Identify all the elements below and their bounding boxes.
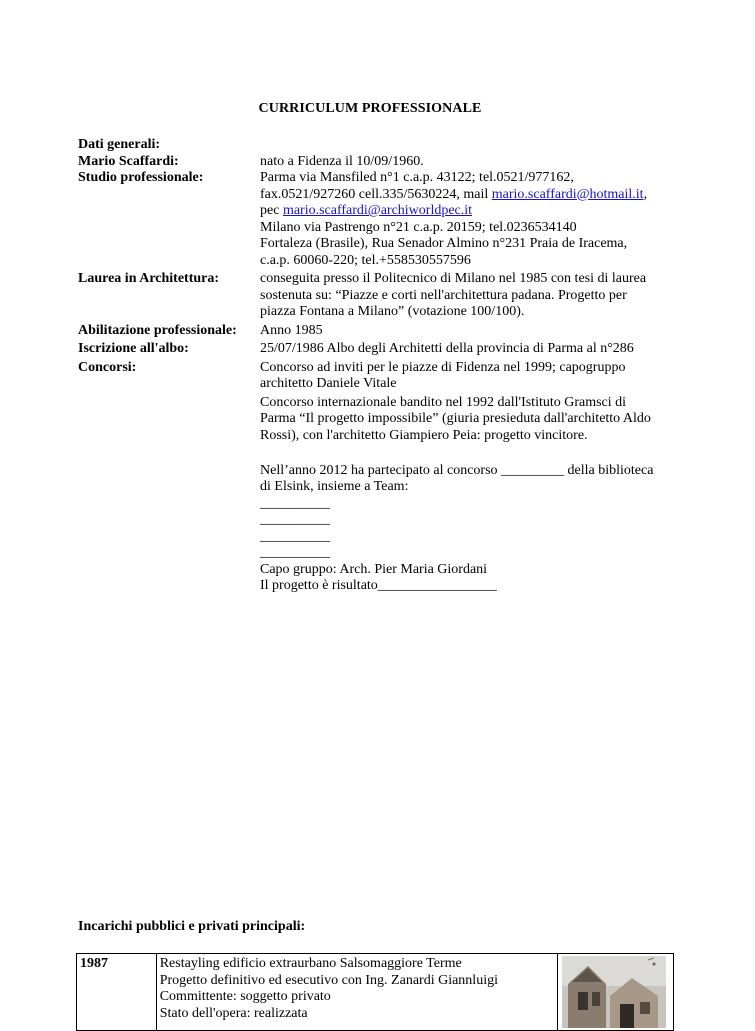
table-row (77, 954, 674, 1031)
laurea-line-3: piazza Fontana a Milano” (votazione 100/100). (260, 304, 525, 319)
abilitazione-row (78, 323, 678, 340)
email-link-pec[interactable]: mario.scaffardi@archiworldpec.it (282, 203, 473, 218)
general-heading: Dati generali: (78, 137, 161, 152)
iscrizione-value: 25/07/1986 Albo degli Architetti della provincia di Parma al n°286 (260, 341, 634, 356)
concorsi-value (260, 360, 678, 595)
name-label: Mario Scaffardi: (78, 153, 179, 169)
studio-line-3 (260, 203, 678, 220)
name-value: nato a Fidenza il 10/09/1960. (260, 153, 424, 169)
studio-line-4: Milano via Pastrengo n°21 c.a.p. 20159; tel.0236534140 (260, 219, 577, 235)
studio-line-2-end: , (643, 186, 648, 202)
studio-line-1: Parma via Mansfiled n°1 c.a.p. 43122; tel.0521/977162, (260, 170, 574, 185)
iscrizione-label: Iscrizione all'albo: (78, 341, 189, 356)
work-description (156, 954, 557, 1031)
work-line: Restayling edificio extraurbano Salsomaggiore Terme (159, 956, 462, 971)
iscrizione-row (78, 341, 678, 358)
work-line: Progetto definitivo ed esecutivo con Ing. Zanardi Giannluigi (159, 972, 498, 988)
laurea-label: Laurea in Architettura: (78, 271, 220, 286)
team-member-blank: __________ (260, 528, 330, 544)
concorso-1-line-1: Concorso ad inviti per le piazze di Fidenza nel 1999; capogruppo (260, 359, 626, 375)
work-photo-cell (558, 954, 674, 1031)
work-line: Stato dell'opera: realizzata (159, 1005, 308, 1021)
laurea-row (78, 271, 678, 321)
studio-row (78, 170, 678, 269)
spacer (260, 444, 678, 461)
laurea-value (260, 271, 678, 321)
laurea-line-2: sostenuta su: “Piazze e corti nell'architettura padana. Progetto per (260, 287, 627, 303)
incarichi-heading: Incarichi pubblici e privati principali: (78, 919, 306, 934)
cv-section (78, 137, 678, 595)
concorso-3-line-1: Nell’anno 2012 ha partecipato al concorso _________ della biblioteca (260, 462, 654, 478)
concorsi-row (78, 360, 678, 595)
works-table (76, 953, 674, 1031)
concorsi-label: Concorsi: (78, 359, 137, 375)
abilitazione-label: Abilitazione professionale: (78, 322, 237, 338)
studio-line-3-text: pec (260, 203, 283, 218)
abilitazione-value: Anno 1985 (260, 322, 323, 338)
team-member-blank: __________ (260, 495, 330, 511)
team-member-blank: __________ (260, 512, 330, 527)
page-title: CURRICULUM PROFESSIONALE (258, 101, 482, 116)
concorso-2-line-1: Concorso internazionale bandito nel 1992 dall'Istituto Gramsci di (260, 394, 627, 410)
concorso-1-line-2: architetto Daniele Vitale (260, 376, 397, 391)
concorso-2-line-3: Rossi), con l'architetto Giampiero Peia: progetto vincitore. (260, 427, 588, 443)
esito-progetto: Il progetto è risultato_________________ (260, 578, 497, 593)
concorso-2-line-2: Parma “Il progetto impossibile” (giuria presieduta dall'architetto Aldo (260, 411, 651, 426)
studio-line-2-text: fax.0521/927260 cell.335/5630224, mail (260, 186, 492, 202)
studio-line-6: c.a.p. 60060-220; tel.+558530557596 (260, 252, 471, 268)
name-row (78, 154, 678, 171)
concorso-3-line-2: di Elsink, insieme a Team: (260, 479, 409, 494)
studio-line-5: Fortaleza (Brasile), Rua Senador Almino n°231 Praia de Iracema, (260, 236, 628, 251)
capo-gruppo: Capo gruppo: Arch. Pier Maria Giordani (260, 561, 488, 577)
work-line: Committente: soggetto privato (159, 989, 331, 1004)
studio-value (260, 170, 678, 269)
team-member-blank: __________ (260, 545, 330, 560)
laurea-line-1: conseguita presso il Politecnico di Milano nel 1985 con tesi di laurea (260, 271, 647, 286)
work-year: 1987 (77, 954, 157, 1031)
studio-line-2 (260, 187, 678, 204)
building-photo (562, 956, 666, 1028)
email-link-hotmail[interactable]: mario.scaffardi@hotmail.it (491, 186, 644, 202)
studio-label: Studio professionale: (78, 170, 204, 185)
general-heading-row (78, 137, 678, 154)
